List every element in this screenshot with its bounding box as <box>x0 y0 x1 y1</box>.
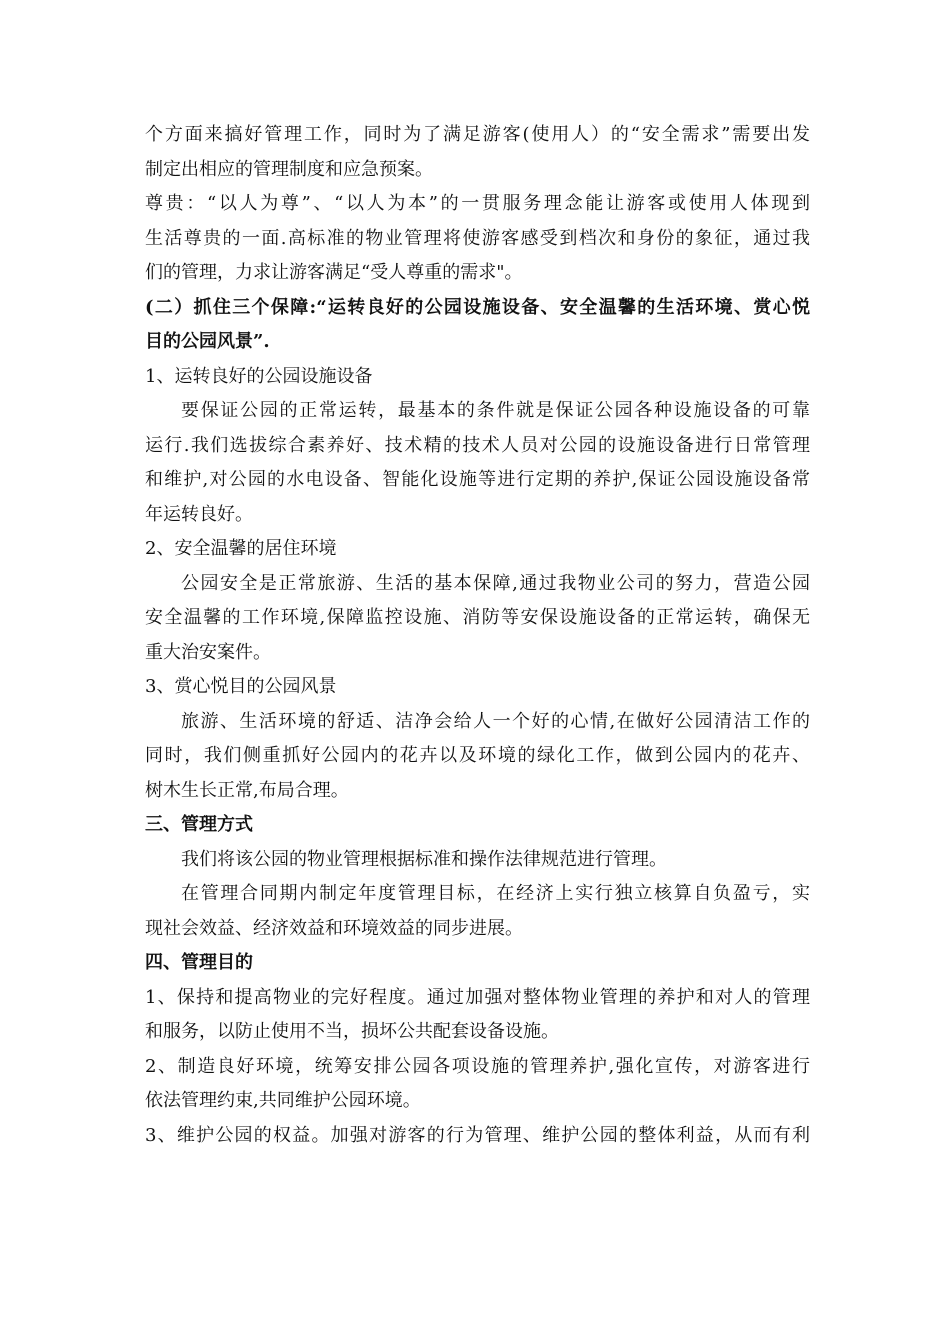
paragraph-line: 和维护,对公园的水电设备、智能化设施等进行定期的养护,保证公园设施设备常 <box>145 469 810 490</box>
document-body <box>145 118 810 1153</box>
paragraph-line: 公园安全是正常旅游、生活的基本保障,通过我物业公司的努力，营造公园 <box>181 572 810 594</box>
paragraph-line: 生活尊贵的一面.高标准的物业管理将使游客感受到档次和身份的象征，通过我 <box>145 227 810 249</box>
paragraph-line: 和服务，以防止使用不当，损坏公共配套设备设施。 <box>145 1021 559 1042</box>
paragraph-line: 要保证公园的正常运转，最基本的条件就是保证公园各种设施设备的可靠 <box>181 400 810 421</box>
paragraph-line: 在管理合同期内制定年度管理目标，在经济上实行独立核算自负盈亏，实 <box>181 883 810 904</box>
section-heading-line: 目的公园风景”. <box>145 331 270 352</box>
paragraph-line: 安全温馨的工作环境,保障监控设施、消防等安保设施设备的正常运转，确保无 <box>145 607 810 628</box>
paragraph-line: 个方面来搞好管理工作，同时为了满足游客(使用人）的“安全需求”需要出发 <box>145 124 810 145</box>
paragraph-line: 重大治安案件。 <box>145 641 271 663</box>
paragraph-line: 现社会效益、经济效益和环境效益的同步进展。 <box>145 917 523 939</box>
paragraph-line: 3、维护公园的权益。加强对游客的行为管理、维护公园的整体利益，从而有利 <box>145 1124 810 1146</box>
paragraph-line: 尊贵：“以人为尊”、“以人为本”的一贯服务理念能让游客或使用人体现到 <box>145 193 810 214</box>
section-heading-line: (二）抓住三个保障:“运转良好的公园设施设备、安全温馨的生活环境、赏心悦 <box>145 296 810 318</box>
paragraph-line: 同时，我们侧重抓好公园内的花卉以及环境的绿化工作，做到公园内的花卉、 <box>145 745 810 766</box>
section-heading-line: 三、管理方式 <box>145 814 253 835</box>
paragraph-line: 旅游、生活环境的舒适、洁净会给人一个好的心情,在做好公园清洁工作的 <box>181 710 810 732</box>
paragraph-line: 运行.我们选拔综合素养好、技术精的技术人员对公园的设施设备进行日常管理 <box>145 434 810 456</box>
paragraph-line: 1、保持和提高物业的完好程度。通过加强对整体物业管理的养护和对人的管理 <box>145 986 810 1008</box>
paragraph-line: 2、制造良好环境，统筹安排公园各项设施的管理养护,强化宣传，对游客进行 <box>145 1055 810 1077</box>
paragraph-line: 树木生长正常,布局合理。 <box>145 779 349 801</box>
subheading-line: 3、赏心悦目的公园风景 <box>145 676 337 697</box>
section-heading-line: 四、管理目的 <box>145 952 253 973</box>
subheading-line: 1、运转良好的公园设施设备 <box>145 365 373 387</box>
paragraph-line: 依法管理约束,共同维护公园环境。 <box>145 1090 421 1111</box>
paragraph-line: 制定出相应的管理制度和应急预案。 <box>145 158 433 180</box>
subheading-line: 2、安全温馨的居住环境 <box>145 538 337 559</box>
paragraph-line: 我们将该公园的物业管理根据标准和操作法律规范进行管理。 <box>181 848 667 870</box>
paragraph-line: 们的管理，力求让游客满足“受人尊重的需求"。 <box>145 262 523 283</box>
paragraph-line: 年运转良好。 <box>145 503 253 525</box>
